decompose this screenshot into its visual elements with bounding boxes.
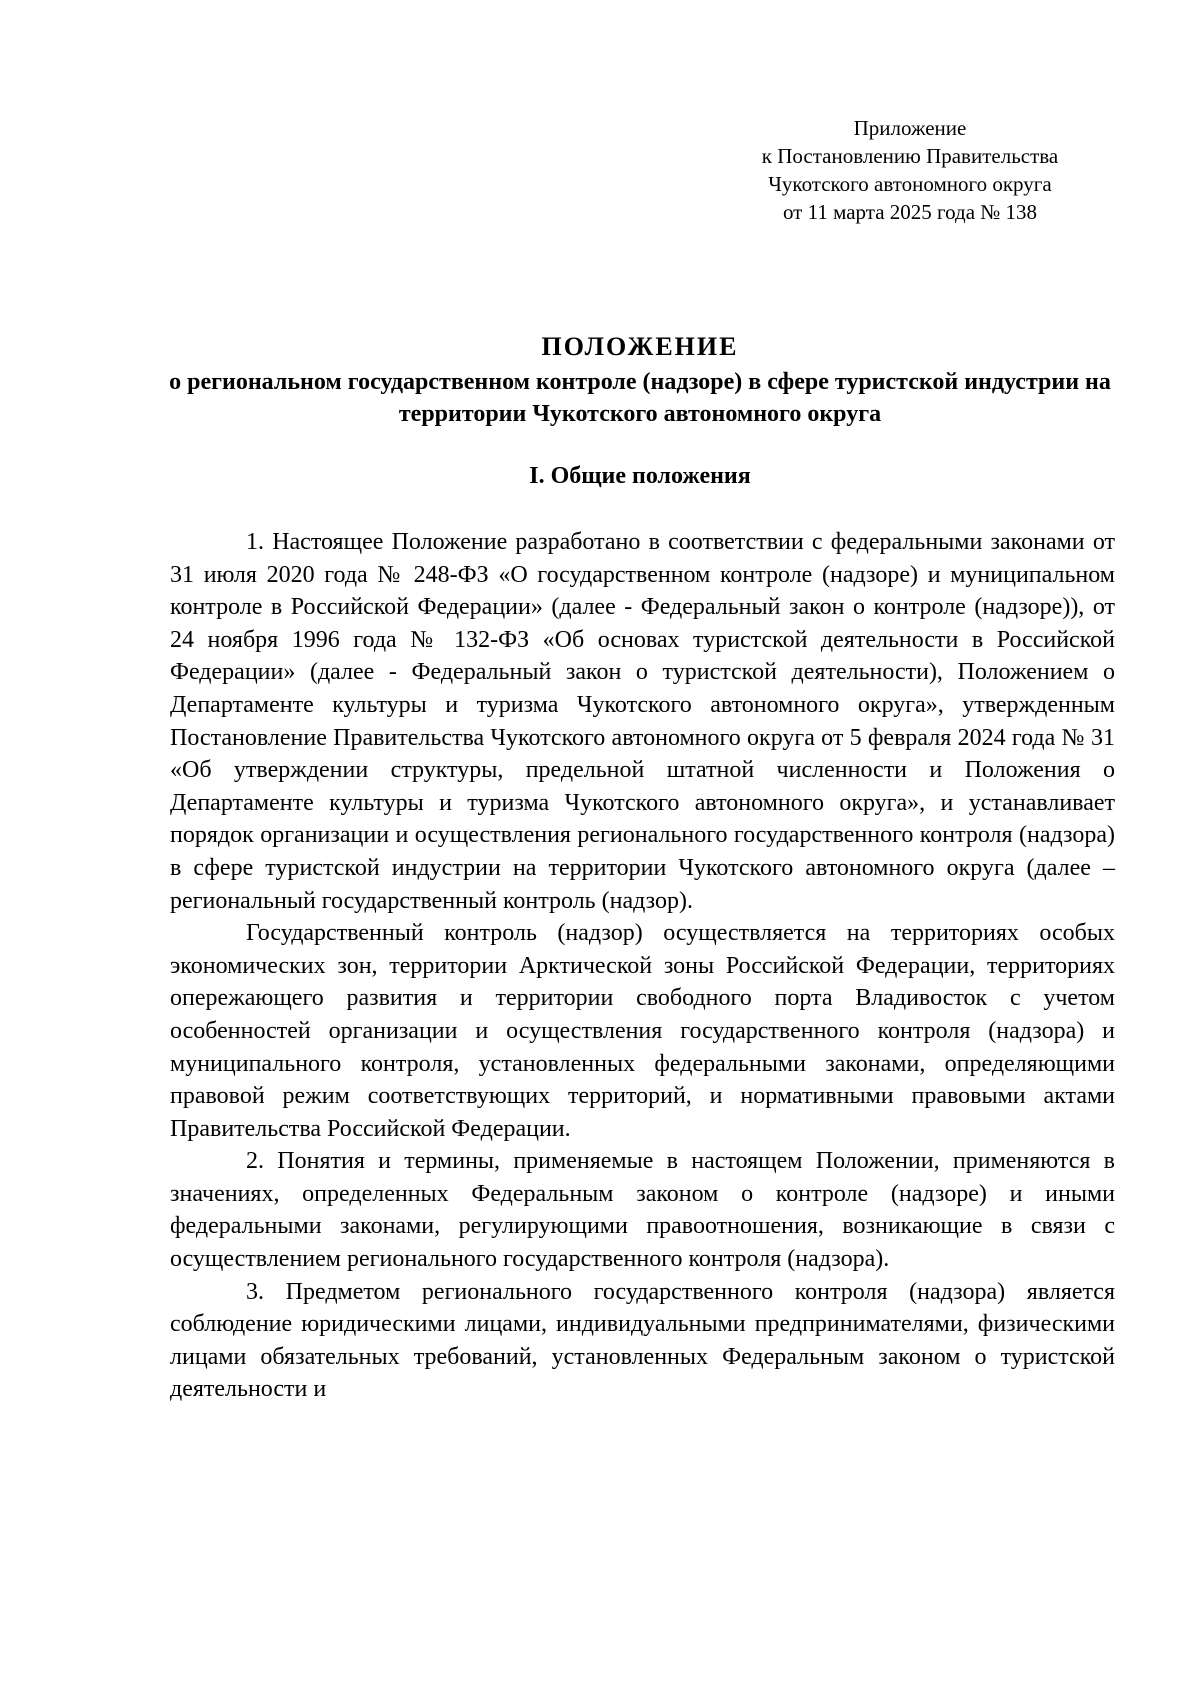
appendix-line-2: к Постановлению Правительства <box>761 144 1059 168</box>
paragraph-4: 3. Предметом регионального государственного контроля (надзора) является соблюдение юридическими лицами, индивидуальными предпринимателями, физическими лицами обязательных требований, установленных Федеральным законом о туристской деятельности и <box>170 1278 1115 1403</box>
section-heading: I. Общие положения <box>529 463 751 489</box>
document-subtitle: о региональном государственном контроле (надзоре) в сфере туристской индустрии на территории Чукотского автономного округа <box>169 369 1111 427</box>
document-title-block <box>150 330 1130 430</box>
appendix-line-4: от 11 марта 2025 года № 138 <box>782 200 1038 224</box>
appendix-line-1: Приложение <box>853 116 967 140</box>
appendix-line-3: Чукотского автономного округа <box>768 172 1052 196</box>
paragraph-2: Государственный контроль (надзор) осуществляется на территориях особых экономических зон, территории Арктической зоны Российской Федерации, территориях опережающего развития и территории свободного порта Владивосток с учетом особенностей организации и осуществления государственного контроля (надзора) и муниципального контроля, установленных федеральными законами, определяющими правовой режим соответствующих территорий, и нормативными правовыми актами Правительства Российской Федерации. <box>170 920 1115 1142</box>
paragraph-3: 2. Понятия и термины, применяемые в настоящем Положении, применяются в значениях, определенных Федеральным законом о контроле (надзоре) и иными федеральными законами, регулирующими правоотношения, возникающие в связи с осуществлением регионального государственного контроля (надзора). <box>170 1148 1115 1273</box>
appendix-note <box>700 114 1120 226</box>
document-body <box>170 526 1115 1406</box>
document-title: ПОЛОЖЕНИЕ <box>541 332 739 361</box>
paragraph-1: 1. Настоящее Положение разработано в соответствии с федеральными законами от 31 июля 2020 года № 248-ФЗ «О государственном контроле (надзоре) и муниципальном контроле в Российской Федерации» (далее - Федеральный закон о контроле (надзоре)), от 24 ноября 1996 года № 132-ФЗ «Об основах туристской деятельности в Российской Федерации» (далее - Федеральный закон о туристской деятельности), Положением о Департаменте культуры и туризма Чукотского автономного округа», утвержденным Постановление Правительства Чукотского автономного округа от 5 февраля 2024 года № 31 «Об утверждении структуры, предельной штатной численности и Положения о Департаменте культуры и туризма Чукотского автономного округа», и устанавливает порядок организации и осуществления регионального государственного контроля (надзора) в сфере туристской индустрии на территории Чукотского автономного округа (далее – региональный государственный контроль (надзор). <box>170 529 1115 914</box>
